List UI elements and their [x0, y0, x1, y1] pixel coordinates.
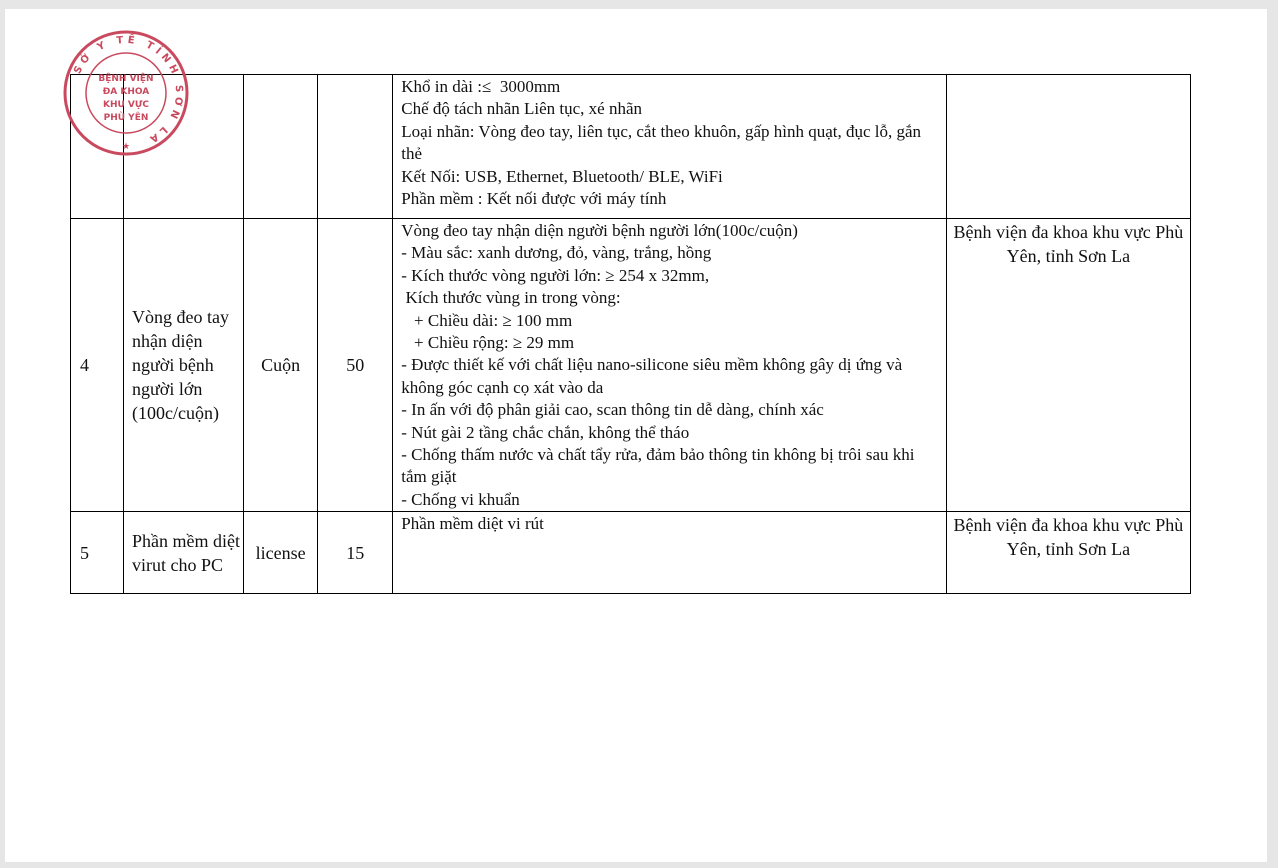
- item-unit: Cuộn: [244, 219, 318, 512]
- spec-line: - Được thiết kế với chất liệu nano-silicone siêu mềm không gây dị ứng và không góc cạnh cọ xát vào da: [401, 355, 907, 397]
- item-name: Phần mềm diệt virut cho PC: [124, 512, 244, 594]
- stamp-ring-text: SỞ Y TẾ TỈNH SƠN LA: [72, 34, 185, 147]
- item-name: Vòng đeo tay nhận diện người bệnh người lớn (100c/cuộn): [124, 219, 244, 512]
- item-quantity: 50: [318, 219, 393, 512]
- spec-line: Kích thước vùng in trong vòng:: [401, 288, 621, 308]
- spec-line: - In ấn với độ phân giải cao, scan thông tin dễ dàng, chính xác: [401, 400, 824, 420]
- table-row: [71, 219, 1191, 512]
- stamp-center-line: PHÙ YÊN: [103, 113, 149, 123]
- spec-line: Phần mềm : Kết nối được với máy tính: [401, 189, 667, 209]
- stamp-center-line: KHU VỰC: [102, 100, 150, 110]
- spec-line: Vòng đeo tay nhận diện người bệnh người lớn(100c/cuộn): [401, 221, 798, 240]
- table-row: [71, 75, 1191, 219]
- spec-line: - Màu sắc: xanh dương, đỏ, vàng, trắng, hồng: [401, 243, 712, 263]
- hospital-seal-stamp: [62, 29, 190, 157]
- spec-line: + Chiều dài: ≥ 100 mm: [401, 310, 573, 330]
- spec-line: Phần mềm diệt vi rút: [401, 514, 544, 534]
- equipment-spec-table: [70, 74, 1191, 594]
- row-number: 4: [71, 219, 124, 512]
- item-unit: [244, 75, 318, 219]
- item-specification: [393, 75, 946, 219]
- item-specification: [393, 512, 946, 594]
- delivery-place: [946, 75, 1190, 219]
- row-number: 5: [71, 512, 124, 594]
- delivery-place: Bệnh viện đa khoa khu vực Phù Yên, tỉnh Sơn La: [946, 512, 1190, 594]
- svg-text:★: ★: [121, 141, 131, 151]
- item-specification: [393, 219, 946, 512]
- spec-line: + Chiều rộng: ≥ 29 mm: [401, 333, 575, 353]
- spec-line: Kết Nối: USB, Ethernet, Bluetooth/ BLE, WiFi: [401, 166, 723, 186]
- spec-line: Loại nhãn: Vòng đeo tay, liên tục, cắt theo khuôn, gấp hình quạt, đục lỗ, gắn thẻ: [401, 121, 926, 164]
- table-row: [71, 512, 1191, 594]
- spec-line: - Nút gài 2 tầng chắc chắn, không thể tháo: [401, 422, 690, 442]
- stamp-center-line: BỆNH VIỆN: [98, 74, 154, 84]
- spec-line: - Kích thước vòng người lớn: ≥ 254 x 32mm,: [401, 265, 710, 285]
- spec-line: Chế độ tách nhãn Liên tục, xé nhãn: [401, 99, 643, 119]
- item-quantity: [318, 75, 393, 219]
- stamp-center-line: ĐA KHOA: [102, 87, 150, 97]
- spec-line: - Chống vi khuẩn: [401, 489, 520, 509]
- item-quantity: 15: [318, 512, 393, 594]
- spec-line: - Chống thấm nước và chất tẩy rửa, đảm bảo thông tin không bị trôi sau khi tắm giặt: [401, 445, 919, 487]
- spec-line: Khổ in dài :≤ 3000mm: [401, 77, 561, 96]
- delivery-place: Bệnh viện đa khoa khu vực Phù Yên, tỉnh Sơn La: [946, 219, 1190, 512]
- item-unit: license: [244, 512, 318, 594]
